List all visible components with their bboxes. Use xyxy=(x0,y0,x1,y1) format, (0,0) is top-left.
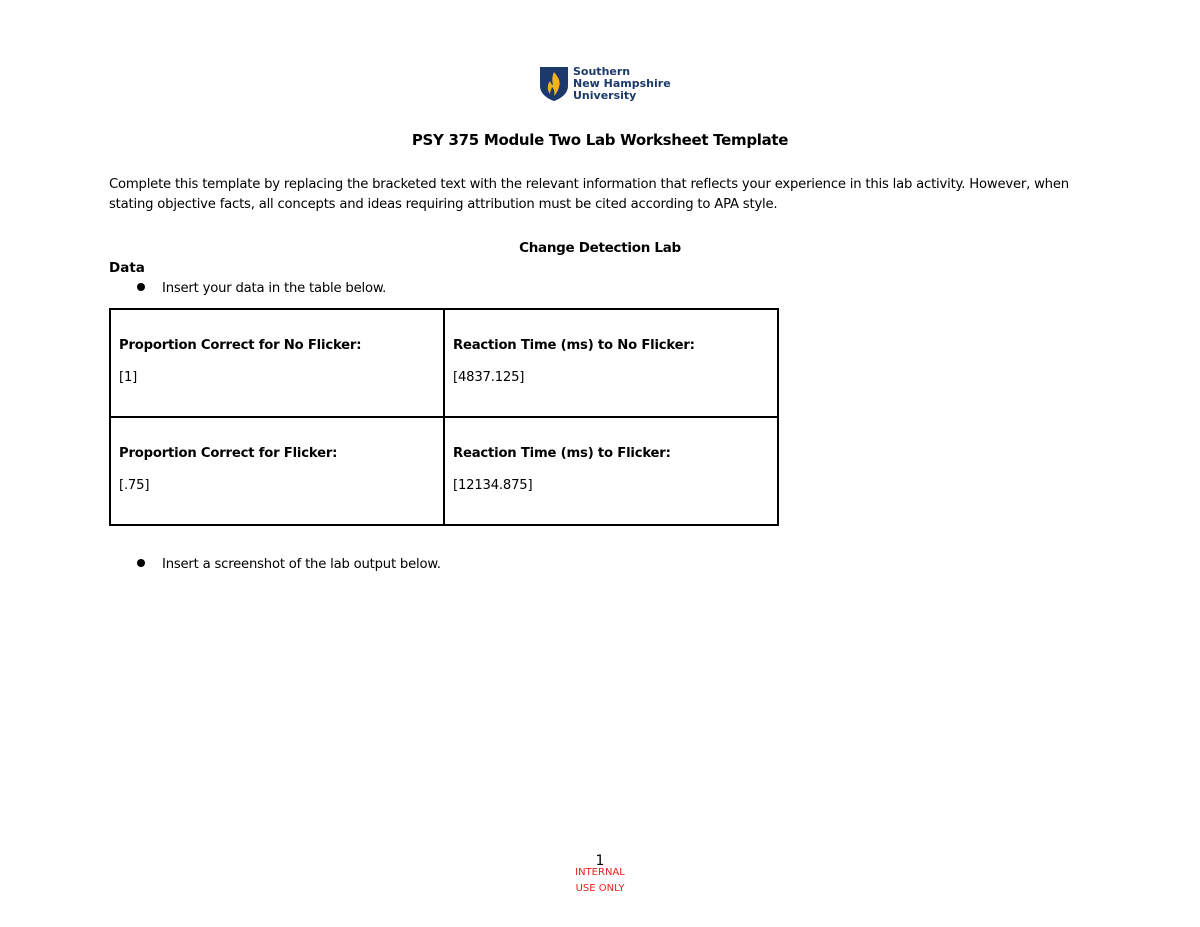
cell-label: Reaction Time (ms) to No Flicker: xyxy=(453,338,695,353)
shield-flame-icon xyxy=(539,66,569,102)
logo-line-1: Southern xyxy=(573,65,631,78)
bullet-item xyxy=(137,281,386,296)
table-cell xyxy=(110,417,444,525)
cell-value: [4837.125] xyxy=(453,370,525,385)
table-cell xyxy=(444,309,778,417)
university-logo xyxy=(539,66,669,102)
internal-line-2: USE ONLY xyxy=(575,883,625,894)
intro-paragraph: Complete this template by replacing the bracketed text with the relevant information that reflects your experience in this lab activity. However, when stating objective facts, all concepts and ideas requiring attribution must be cited according to APA style. xyxy=(109,177,1069,212)
bullet-text: Insert your data in the table below. xyxy=(162,281,387,296)
cell-value: [1] xyxy=(119,370,138,385)
page-number: 1 xyxy=(595,853,605,869)
section-heading: Change Detection Lab xyxy=(519,240,681,256)
cell-value: [12134.875] xyxy=(453,478,533,493)
internal-line-1: INTERNAL xyxy=(575,867,625,878)
table-cell xyxy=(444,417,778,525)
cell-value: [.75] xyxy=(119,478,150,493)
cell-label: Proportion Correct for No Flicker: xyxy=(119,338,362,353)
table-cell xyxy=(110,309,444,417)
logo-wordmark xyxy=(573,66,671,102)
logo-line-3: University xyxy=(573,89,637,102)
logo-line-2: New Hampshire xyxy=(573,77,671,90)
cell-label: Proportion Correct for Flicker: xyxy=(119,446,338,461)
bullet-text: Insert a screenshot of the lab output below. xyxy=(162,557,441,572)
bullet-item xyxy=(137,557,441,572)
document-title: PSY 375 Module Two Lab Worksheet Template xyxy=(411,131,789,149)
internal-use-label xyxy=(0,865,1200,897)
data-heading: Data xyxy=(109,260,145,276)
data-table xyxy=(109,308,779,526)
bullet-dot-icon xyxy=(137,283,145,291)
table-row xyxy=(110,417,778,525)
bullet-dot-icon xyxy=(137,559,145,567)
cell-label: Reaction Time (ms) to Flicker: xyxy=(453,446,671,461)
table-row xyxy=(110,309,778,417)
